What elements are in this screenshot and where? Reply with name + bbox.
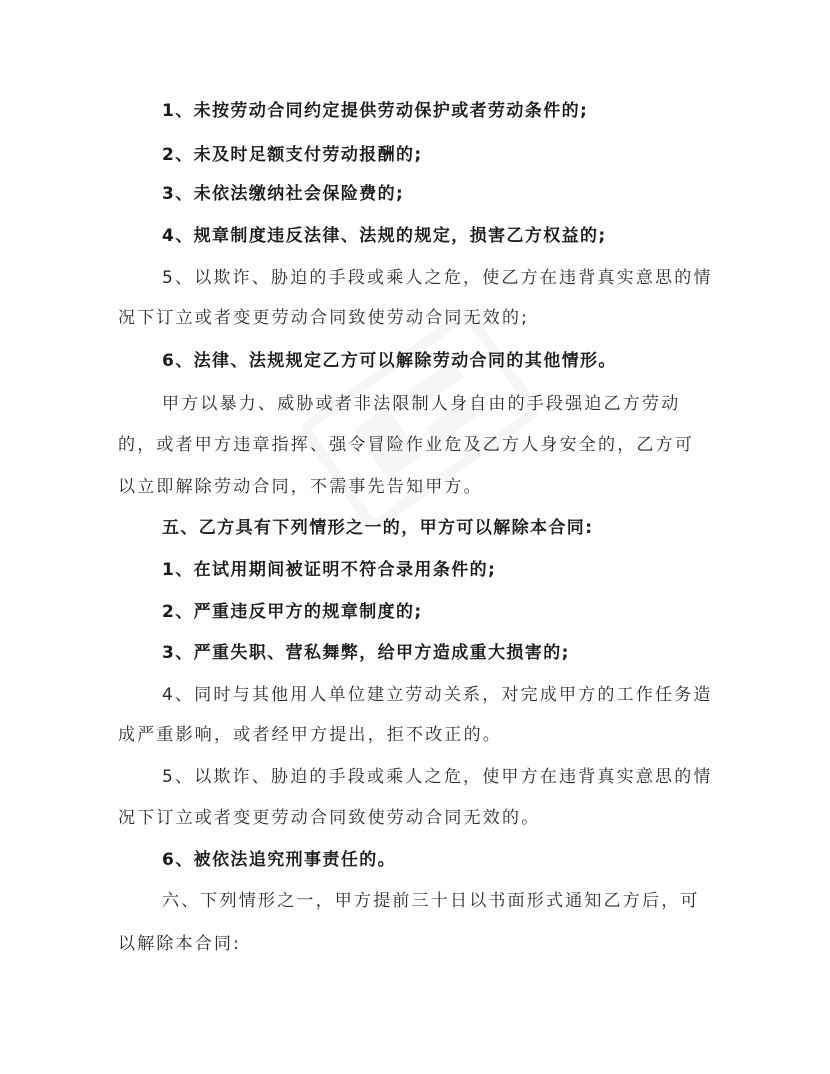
list-item-1: 1、未按劳动合同约定提供劳动保护或者劳动条件的; xyxy=(162,101,589,121)
list-item-3: 3、未依法缴纳社会保险费的; xyxy=(162,184,405,204)
section5-item-4-line-1: 4、同时与其他用人单位建立劳动关系，对完成甲方的工作任务造 xyxy=(162,685,713,705)
list-item-2: 2、未及时足额支付劳动报酬的; xyxy=(162,145,423,165)
section5-item-2: 2、严重违反甲方的规章制度的; xyxy=(162,602,423,622)
paragraph-line-2: 的，或者甲方违章指挥、强令冒险作业危及乙方人身安全的，乙方可 xyxy=(118,435,694,455)
section5-item-5-line-2: 况下订立或者变更劳动合同致使劳动合同无效的。 xyxy=(118,808,541,828)
section5-item-4-line-2: 成严重影响，或者经甲方提出，拒不改正的。 xyxy=(118,725,502,745)
section5-item-5-line-1: 5、以欺诈、胁迫的手段或乘人之危，使甲方在违背真实意思的情 xyxy=(162,767,713,787)
paragraph-line-1: 甲方以暴力、威胁或者非法限制人身自由的手段强迫乙方劳动 xyxy=(162,394,681,414)
list-item-6: 6、法律、法规规定乙方可以解除劳动合同的其他情形。 xyxy=(162,351,617,371)
section5-item-3: 3、严重失职、营私舞弊，给甲方造成重大损害的; xyxy=(162,643,570,663)
section-heading-6-line-1: 六、下列情形之一，甲方提前三十日以书面形式通知乙方后，可 xyxy=(162,891,700,911)
list-item-5-line-1: 5、以欺诈、胁迫的手段或乘人之危，使乙方在违背真实意思的情 xyxy=(162,268,713,288)
section-heading-6-line-2: 以解除本合同: xyxy=(118,934,242,954)
list-item-4: 4、规章制度违反法律、法规的规定，损害乙方权益的; xyxy=(162,226,607,246)
section5-item-1: 1、在试用期间被证明不符合录用条件的; xyxy=(162,560,497,580)
section5-item-6: 6、被依法追究刑事责任的。 xyxy=(162,850,397,870)
list-item-5-line-2: 况下订立或者变更劳动合同致使劳动合同无效的; xyxy=(118,308,530,328)
paragraph-line-3: 以立即解除劳动合同，不需事先告知甲方。 xyxy=(118,477,483,497)
section-heading-5: 五、乙方具有下列情形之一的，甲方可以解除本合同: xyxy=(162,518,594,538)
